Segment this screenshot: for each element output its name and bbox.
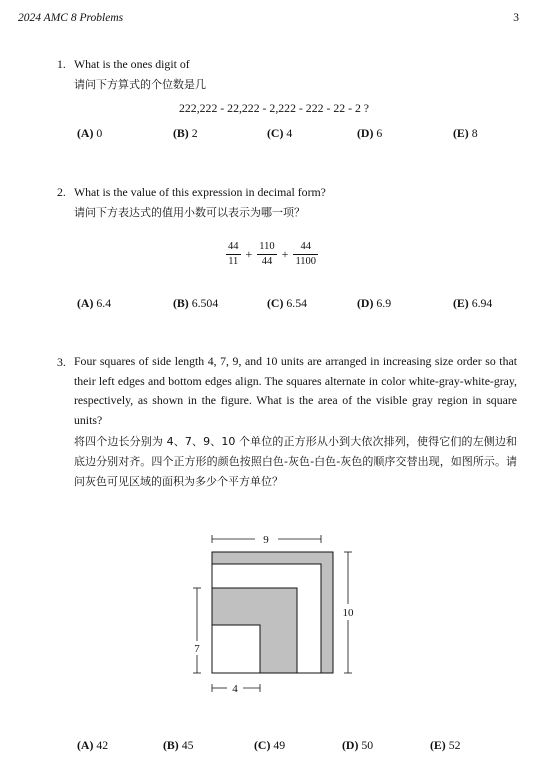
q3-choice-a[interactable] bbox=[77, 738, 108, 753]
choice-value: 6 bbox=[376, 126, 383, 140]
q2-expression bbox=[226, 240, 318, 269]
q1-expression: 222,222 - 22,222 - 2,222 - 222 - 22 - 2 ? bbox=[179, 101, 370, 115]
choice-label: (E) bbox=[453, 296, 469, 310]
choice-value: 42 bbox=[96, 738, 109, 752]
q3-text-en: Four squares of side length 4, 7, 9, and 10 units are arranged in increasing size order so that their left edges and bottom edges align. The squares alternate in color white-gray-white-gray, respectively, as shown in the figure. What is the area of the visible gray region in square units? bbox=[74, 354, 517, 427]
denominator: 11 bbox=[228, 256, 239, 267]
choice-label: (D) bbox=[357, 296, 374, 310]
squares-figure bbox=[185, 527, 370, 702]
choice-label: (C) bbox=[267, 126, 284, 140]
q2-choice-a[interactable] bbox=[77, 296, 111, 311]
q3-choice-e[interactable] bbox=[430, 738, 460, 753]
choice-label: (E) bbox=[430, 738, 446, 752]
choice-value: 49 bbox=[273, 738, 286, 752]
q2-choice-d[interactable] bbox=[357, 296, 391, 311]
fraction bbox=[257, 240, 276, 269]
choice-label: (B) bbox=[173, 296, 189, 310]
q3-choice-c[interactable] bbox=[254, 738, 285, 753]
page-number: 3 bbox=[513, 12, 519, 24]
q2-choice-b[interactable] bbox=[173, 296, 218, 311]
q2-text-en: What is the value of this expression in decimal form? bbox=[74, 185, 326, 199]
q2-choice-e[interactable] bbox=[453, 296, 492, 311]
denominator: 1100 bbox=[295, 256, 317, 267]
q1-number: 1. bbox=[57, 57, 66, 71]
choice-label: (D) bbox=[357, 126, 374, 140]
square-4-white bbox=[212, 625, 260, 673]
choice-value: 6.54 bbox=[286, 296, 307, 310]
label-10: 10 bbox=[342, 607, 354, 619]
q2-text-cn: 请问下方表达式的值用小数可以表示为哪一项？ bbox=[74, 206, 305, 219]
choice-value: 52 bbox=[448, 738, 461, 752]
choice-label: (C) bbox=[254, 738, 271, 752]
choice-value: 8 bbox=[471, 126, 478, 140]
choice-value: 4 bbox=[286, 126, 293, 140]
plus-sign: + bbox=[281, 247, 289, 261]
choice-label: (C) bbox=[267, 296, 284, 310]
q1-choice-b[interactable] bbox=[173, 126, 198, 141]
q1-choice-e[interactable] bbox=[453, 126, 478, 141]
choice-value: 6.9 bbox=[376, 296, 392, 310]
choice-value: 50 bbox=[361, 738, 374, 752]
header-title: 2024 AMC 8 Problems bbox=[18, 12, 124, 24]
q3-number: 3. bbox=[57, 355, 66, 369]
choice-label: (A) bbox=[77, 296, 94, 310]
q3-choice-d[interactable] bbox=[342, 738, 373, 753]
q1-choice-c[interactable] bbox=[267, 126, 292, 141]
q1-text-en: What is the ones digit of bbox=[74, 57, 190, 71]
q1-choice-a[interactable] bbox=[77, 126, 102, 141]
choice-value: 45 bbox=[181, 738, 194, 752]
q2-choice-c[interactable] bbox=[267, 296, 307, 311]
choice-value: 6.504 bbox=[191, 296, 219, 310]
choice-label: (A) bbox=[77, 738, 94, 752]
label-4: 4 bbox=[232, 683, 238, 695]
choice-label: (B) bbox=[163, 738, 179, 752]
numerator: 44 bbox=[293, 240, 318, 255]
numerator: 110 bbox=[257, 240, 276, 255]
fraction bbox=[226, 240, 241, 269]
choice-value: 6.94 bbox=[471, 296, 493, 310]
choice-value: 2 bbox=[191, 126, 198, 140]
choice-value: 0 bbox=[96, 126, 103, 140]
q1-choice-d[interactable] bbox=[357, 126, 382, 141]
plus-sign: + bbox=[245, 247, 253, 261]
choice-value: 6.4 bbox=[96, 296, 112, 310]
q2-number: 2. bbox=[57, 185, 66, 199]
choice-label: (A) bbox=[77, 126, 94, 140]
denominator: 44 bbox=[261, 256, 273, 267]
q1-text-cn: 请问下方算式的个位数是几 bbox=[74, 78, 206, 91]
fraction bbox=[293, 240, 318, 269]
choice-label: (E) bbox=[453, 126, 469, 140]
numerator: 44 bbox=[226, 240, 241, 255]
q3-text-cn: 将四个边长分别为 4、7、9、10 个单位的正方形从小到大依次排列，使得它们的左侧边和底边分别对齐。四个正方形的颜色按照白色-灰色-白色-灰色的顺序交替出现，如图所示。请问灰色可见区域的面积为多少个平方单位？ bbox=[74, 435, 517, 488]
choice-label: (D) bbox=[342, 738, 359, 752]
label-7: 7 bbox=[194, 643, 200, 655]
label-9: 9 bbox=[263, 534, 269, 546]
q3-choice-b[interactable] bbox=[163, 738, 193, 753]
choice-label: (B) bbox=[173, 126, 189, 140]
